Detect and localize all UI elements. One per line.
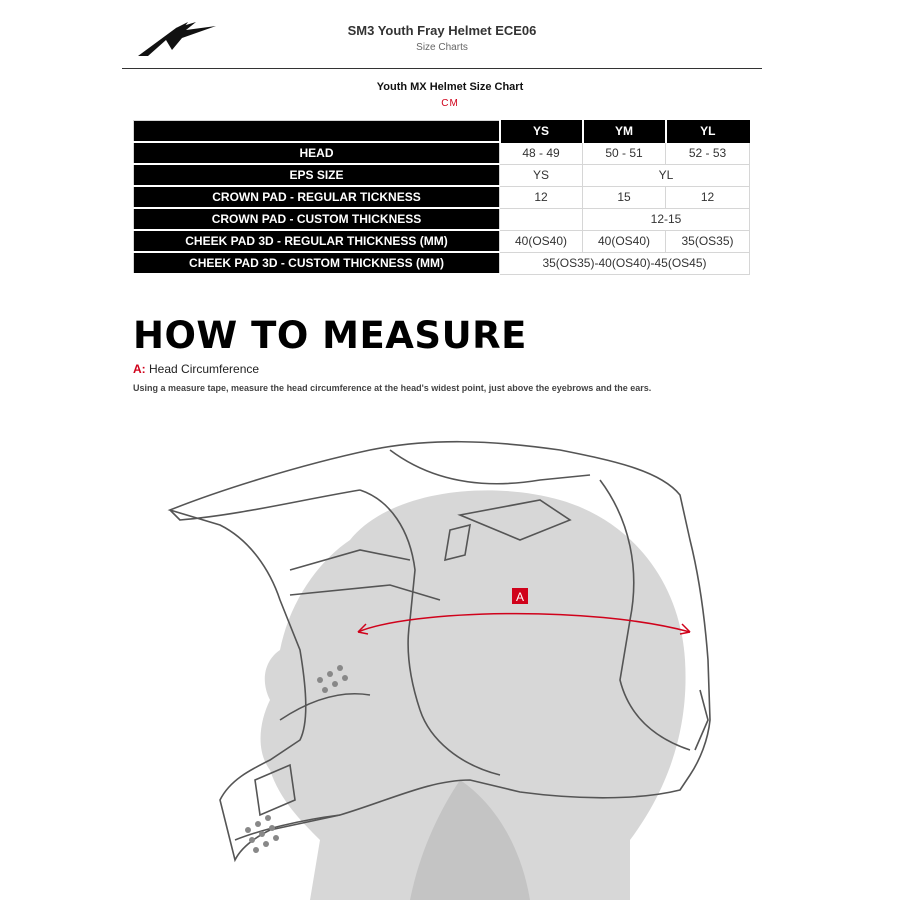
row-label-eps-size: EPS SIZE xyxy=(134,164,500,186)
cell-eps-ys: YS xyxy=(500,164,583,186)
cell-cheek-regular-ys: 40(OS40) xyxy=(500,230,583,252)
row-label-crown-custom: CROWN PAD - CUSTOM THICKNESS xyxy=(134,208,500,230)
cell-head-yl: 52 - 53 xyxy=(666,142,750,164)
table-row xyxy=(134,164,750,186)
cell-cheek-regular-ym: 40(OS40) xyxy=(583,230,666,252)
how-to-measure-heading: HOW TO MEASURE xyxy=(133,314,527,357)
column-header-ys: YS xyxy=(500,121,583,143)
size-chart-table xyxy=(133,120,750,275)
cell-crown-regular-yl: 12 xyxy=(666,186,750,208)
measure-step-label: Head Circumference xyxy=(149,362,260,376)
measure-marker-label: A xyxy=(515,590,525,604)
column-header-yl: YL xyxy=(666,121,750,143)
row-label-head: HEAD xyxy=(134,142,500,164)
table-row xyxy=(134,208,750,230)
table-header-row xyxy=(134,121,750,143)
row-label-cheek-custom: CHEEK PAD 3D - CUSTOM THICKNESS (MM) xyxy=(134,252,500,274)
size-chart-title: Youth MX Helmet Size Chart xyxy=(376,81,524,93)
size-chart-unit: CM xyxy=(441,98,459,109)
cell-crown-custom-ym-yl: 12-15 xyxy=(583,208,750,230)
measure-arrow-right-icon xyxy=(680,624,690,634)
cell-crown-regular-ym: 15 xyxy=(583,186,666,208)
table-row xyxy=(134,252,750,274)
row-label-crown-regular: CROWN PAD - REGULAR TICKNESS xyxy=(134,186,500,208)
row-label-cheek-regular: CHEEK PAD 3D - REGULAR THICKNESS (MM) xyxy=(134,230,500,252)
cell-eps-ym-yl: YL xyxy=(583,164,750,186)
cell-head-ym: 50 - 51 xyxy=(583,142,666,164)
cell-crown-regular-ys: 12 xyxy=(500,186,583,208)
table-row xyxy=(134,230,750,252)
column-header-ym: YM xyxy=(583,121,666,143)
page-subtitle: Size Charts xyxy=(416,42,468,53)
measure-description: Using a measure tape, measure the head circumference at the head's widest point, just above the eyebrows and the ears. xyxy=(133,383,652,393)
page-title: SM3 Youth Fray Helmet ECE06 xyxy=(347,23,537,38)
cell-cheek-custom-all: 35(OS35)-40(OS40)-45(OS45) xyxy=(500,252,750,274)
cell-head-ys: 48 - 49 xyxy=(500,142,583,164)
page-header xyxy=(122,0,762,69)
measure-step-letter: A: xyxy=(133,362,146,376)
cell-crown-custom-ys xyxy=(500,208,583,230)
table-row xyxy=(134,142,750,164)
helmet-measure-illustration xyxy=(160,420,720,900)
measure-step-a xyxy=(133,362,259,376)
cell-cheek-regular-yl: 35(OS35) xyxy=(666,230,750,252)
table-header-corner xyxy=(134,121,500,143)
table-row xyxy=(134,186,750,208)
